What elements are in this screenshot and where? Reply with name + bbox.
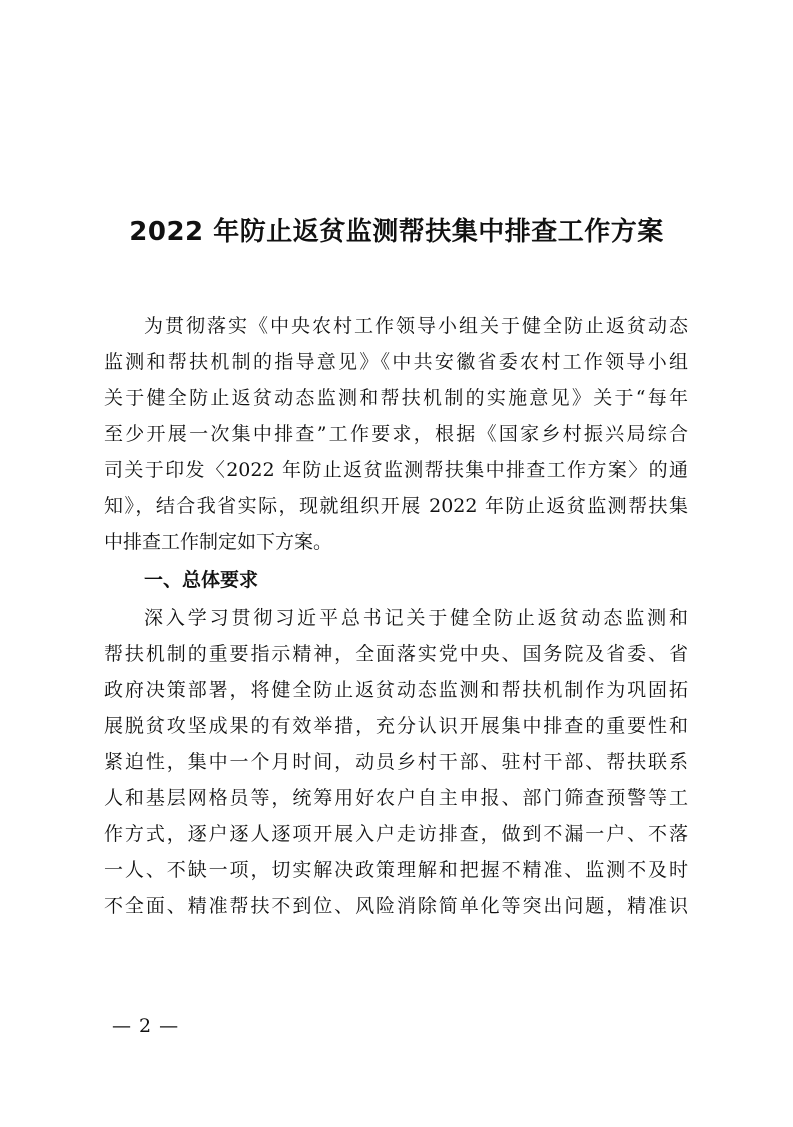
paragraph-line: 紧迫性，集中一个月时间，动员乡村干部、驻村干部、帮扶联系 <box>104 751 688 773</box>
paragraph-line: 司关于印发〈2022 年防止返贫监测帮扶集中排查工作方案〉的通 <box>104 459 688 481</box>
paragraph-line: 人和基层网格员等，统筹用好农户自主申报、部门筛查预警等工 <box>104 787 688 809</box>
paragraph-line: 为贯彻落实《中央农村工作领导小组关于健全防止返贫动态 <box>144 315 688 337</box>
section-heading: 一、总体要求 <box>144 569 259 591</box>
paragraph-line: 监测和帮扶机制的指导意见》《中共安徽省委农村工作领导小组 <box>104 351 688 373</box>
paragraph-line: 政府决策部署，将健全防止返贫动态监测和帮扶机制作为巩固拓 <box>104 679 688 701</box>
paragraph-line: 关于健全防止返贫动态监测和帮扶机制的实施意见》关于“每年 <box>104 387 688 409</box>
paragraph-line: 知》，结合我省实际，现就组织开展 2022 年防止返贫监测帮扶集 <box>104 495 688 517</box>
paragraph-line: 深入学习贯彻习近平总书记关于健全防止返贫动态监测和 <box>144 607 688 629</box>
paragraph-line: 至少开展一次集中排查”工作要求，根据《国家乡村振兴局综合 <box>104 423 688 445</box>
paragraph-line: 一人、不缺一项，切实解决政策理解和把握不精准、监测不及时 <box>104 859 688 881</box>
paragraph-line: 不全面、精准帮扶不到位、风险消除简单化等突出问题，精准识 <box>104 895 688 917</box>
paragraph-line: 中排查工作制定如下方案。 <box>104 531 333 553</box>
paragraph-line: 帮扶机制的重要指示精神，全面落实党中央、国务院及省委、省 <box>104 643 688 665</box>
paragraph-line: 作方式，逐户逐人逐项开展入户走访排查，做到不漏一户、不落 <box>104 823 688 845</box>
paragraph-line: 展脱贫攻坚成果的有效举措，充分认识开展集中排查的重要性和 <box>104 715 688 737</box>
document-title: 2022 年防止返贫监测帮扶集中排查工作方案 <box>129 217 664 247</box>
page-number: — 2 — <box>112 1015 180 1037</box>
